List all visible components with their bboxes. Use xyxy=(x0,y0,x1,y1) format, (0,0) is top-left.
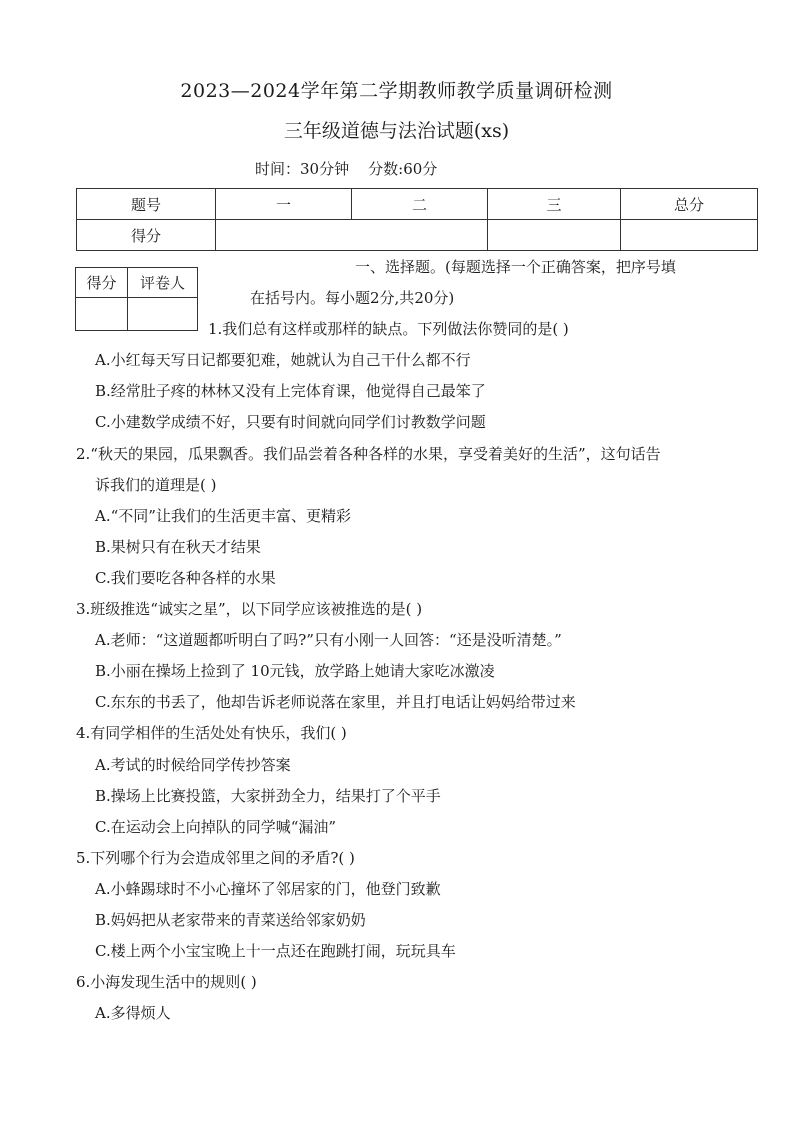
question-4-stem: 4.有同学相伴的生活处处有快乐，我们( ) xyxy=(76,724,347,742)
question-3-stem: 3.班级推选“诚实之星”，以下同学应该被推选的是( ) xyxy=(76,600,423,618)
question-1-option-b: B.经常肚子疼的林林又没有上完体育课，他觉得自己最笨了 xyxy=(95,382,486,400)
grader-name-label: 评卷人 xyxy=(128,268,198,298)
question-3-option-b: B.小丽在操场上捡到了 10元钱，放学路上她请大家吃冰激凌 xyxy=(95,662,495,680)
question-1-option-a: A.小红每天写日记都要犯难，她就认为自己干什么都不行 xyxy=(95,351,471,369)
question-2-stem-line1: 2.“秋天的果园，瓜果飘香。我们品尝着各种各样的水果，享受着美好的生活”，这句话告 xyxy=(76,445,661,463)
question-2-stem-line2: 诉我们的道理是( ) xyxy=(95,476,217,494)
score-header-question: 题号 xyxy=(77,189,216,220)
question-3-option-c: C.东东的书丢了，他却告诉老师说落在家里，并且打电话让妈妈给带过来 xyxy=(95,693,576,711)
score-cell-total[interactable] xyxy=(621,220,758,251)
question-4-option-b: B.操场上比赛投篮，大家拼劲全力，结果打了个平手 xyxy=(95,787,441,805)
score-cell-part3[interactable] xyxy=(488,220,621,251)
grader-score-cell[interactable] xyxy=(76,298,128,331)
score-table-score-row xyxy=(77,220,758,251)
question-4-option-a: A.考试的时候给同学传抄答案 xyxy=(95,756,291,774)
question-2-option-c: C.我们要吃各种各样的水果 xyxy=(95,569,276,587)
score-header-part3: 三 xyxy=(488,189,621,220)
question-1-option-c: C.小建数学成绩不好，只要有时间就向同学们讨教数学问题 xyxy=(95,413,486,431)
question-6-stem: 6.小海发现生活中的规则( ) xyxy=(76,973,257,991)
question-5-option-c: C.楼上两个小宝宝晚上十一点还在跑跳打闹，玩玩具车 xyxy=(95,942,456,960)
question-2-option-b: B.果树只有在秋天才结果 xyxy=(95,538,261,556)
score-table xyxy=(76,188,758,251)
exam-subtitle: 三年级道德与法治试题(xs) xyxy=(283,120,510,142)
question-5-option-b: B.妈妈把从老家带来的青菜送给邻家奶奶 xyxy=(95,911,366,929)
score-header-total: 总分 xyxy=(621,189,758,220)
score-cell-part1-2[interactable] xyxy=(216,220,488,251)
question-2-option-a: A.“不同”让我们的生活更丰富、更精彩 xyxy=(95,507,351,525)
section1-heading-line2: 在括号内。每小题2分,共20分) xyxy=(250,289,455,307)
question-1-stem: 1.我们总有这样或那样的缺点。下列做法你赞同的是( ) xyxy=(208,320,569,338)
question-6-option-a: A.多得烦人 xyxy=(95,1004,171,1022)
exam-title: 2023—2024学年第二学期教师教学质量调研检测 xyxy=(180,80,613,102)
score-table-header-row xyxy=(77,189,758,220)
grader-name-cell[interactable] xyxy=(128,298,198,331)
grader-table xyxy=(75,267,198,331)
question-3-option-a: A.老师：“这道题都听明白了吗?”只有小刚一人回答：“还是没听清楚。” xyxy=(95,631,562,649)
score-row-label: 得分 xyxy=(77,220,216,251)
question-5-option-a: A.小蜂踢球时不小心撞坏了邻居家的门，他登门致歉 xyxy=(95,880,441,898)
grader-score-label: 得分 xyxy=(76,268,128,298)
question-5-stem: 5.下列哪个行为会造成邻里之间的矛盾?( ) xyxy=(76,849,355,867)
score-header-part2: 二 xyxy=(352,189,488,220)
score-header-part1: 一 xyxy=(216,189,352,220)
exam-time-and-score: 时间：30分钟 分数:60分 xyxy=(255,160,438,178)
question-4-option-c: C.在运动会上向掉队的同学喊“漏油” xyxy=(95,818,337,836)
section1-heading-line1: 一、选择题。(每题选择一个正确答案，把序号填 xyxy=(355,258,676,276)
